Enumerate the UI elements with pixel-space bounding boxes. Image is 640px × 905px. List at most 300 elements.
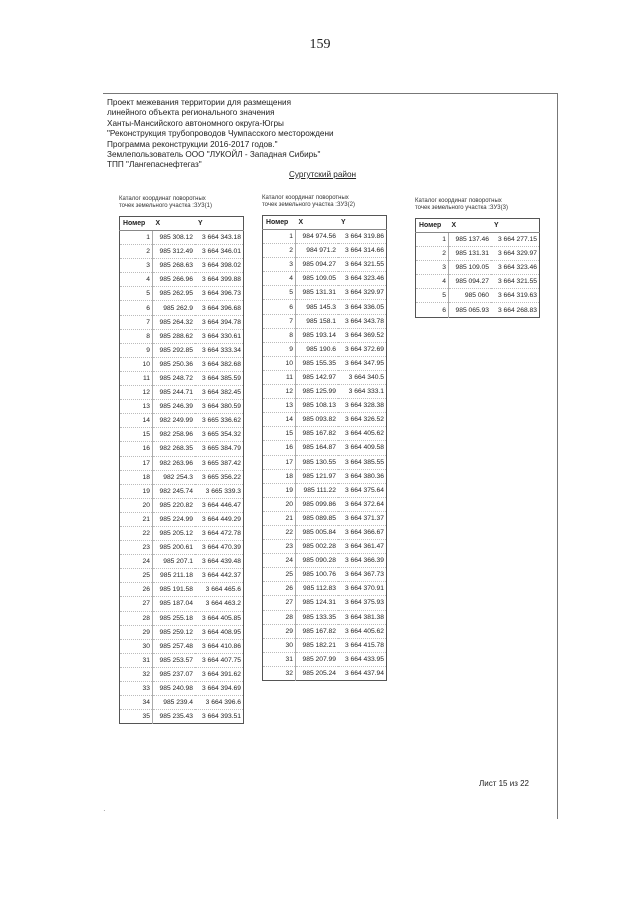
cell-x: 985 205.12 bbox=[153, 526, 196, 540]
cell-x: 985 100.76 bbox=[296, 568, 339, 582]
cell-y: 3 664 446.47 bbox=[195, 498, 244, 512]
cell-y: 3 664 385.59 bbox=[195, 371, 244, 385]
cell-y: 3 664 336.05 bbox=[338, 300, 387, 314]
cell-x: 985 191.58 bbox=[153, 583, 196, 597]
table-row bbox=[263, 666, 387, 680]
table-row bbox=[120, 231, 244, 245]
page-number: 159 bbox=[309, 37, 331, 52]
cell-number: 5 bbox=[120, 287, 153, 301]
table-row bbox=[263, 230, 387, 244]
cell-number: 22 bbox=[263, 525, 296, 539]
cell-x: 985 308.12 bbox=[153, 231, 196, 245]
cell-number: 25 bbox=[120, 569, 153, 583]
cell-y: 3 664 380.59 bbox=[195, 400, 244, 414]
cell-number: 2 bbox=[416, 247, 449, 261]
cell-y: 3 664 319.86 bbox=[338, 230, 387, 244]
frame-top-border bbox=[103, 93, 557, 94]
table-row bbox=[416, 261, 540, 275]
cell-y: 3 664 370.91 bbox=[338, 582, 387, 596]
header-line: линейного объекта регионального значения bbox=[107, 108, 275, 118]
cell-y: 3 664 319.63 bbox=[491, 289, 540, 303]
table-row bbox=[120, 442, 244, 456]
column-header-number: Номер bbox=[120, 217, 153, 231]
cell-x: 985 112.83 bbox=[296, 582, 339, 596]
cell-number: 30 bbox=[263, 638, 296, 652]
cell-y: 3 664 393.51 bbox=[195, 710, 244, 724]
table-row bbox=[263, 286, 387, 300]
cell-number: 8 bbox=[263, 328, 296, 342]
cell-y: 3 664 347.95 bbox=[338, 356, 387, 370]
cell-y: 3 664 405.85 bbox=[195, 611, 244, 625]
cell-y: 3 664 381.38 bbox=[338, 610, 387, 624]
cell-x: 985 094.27 bbox=[449, 275, 492, 289]
table-row bbox=[263, 652, 387, 666]
table-row bbox=[120, 653, 244, 667]
column-header-number: Номер bbox=[416, 219, 449, 233]
cell-x: 985 142.97 bbox=[296, 370, 339, 384]
table-row bbox=[120, 414, 244, 428]
cell-x: 982 263.96 bbox=[153, 456, 196, 470]
cell-x: 985 292.85 bbox=[153, 343, 196, 357]
cell-x: 985 094.27 bbox=[296, 258, 339, 272]
cell-x: 985 240.98 bbox=[153, 682, 196, 696]
table-row bbox=[263, 427, 387, 441]
cell-x: 985 200.61 bbox=[153, 541, 196, 555]
catalog-caption: Каталог координат поворотных точек земельного участка :ЗУ3(3) bbox=[415, 198, 508, 211]
cell-number: 21 bbox=[263, 511, 296, 525]
table-row bbox=[263, 624, 387, 638]
cell-number: 9 bbox=[120, 343, 153, 357]
cell-number: 23 bbox=[120, 541, 153, 555]
cell-number: 15 bbox=[120, 428, 153, 442]
cell-x: 985 131.31 bbox=[296, 286, 339, 300]
table-row bbox=[120, 343, 244, 357]
cell-y: 3 664 382.45 bbox=[195, 386, 244, 400]
cell-x: 985 005.84 bbox=[296, 525, 339, 539]
table-row bbox=[263, 399, 387, 413]
cell-number: 1 bbox=[120, 231, 153, 245]
cell-number: 5 bbox=[263, 286, 296, 300]
cell-y: 3 665 354.32 bbox=[195, 428, 244, 442]
header-line: Программа реконструкции 2016-2017 годов." bbox=[107, 139, 278, 149]
cell-x: 985 224.99 bbox=[153, 512, 196, 526]
cell-x: 985 266.96 bbox=[153, 273, 196, 287]
cell-y: 3 664 409.58 bbox=[338, 441, 387, 455]
coordinate-catalog-zu3-1 bbox=[119, 196, 244, 724]
cell-x: 984 971.2 bbox=[296, 244, 339, 258]
column-header-x: X bbox=[153, 217, 196, 231]
cell-y: 3 664 321.55 bbox=[491, 275, 540, 289]
table-row bbox=[120, 259, 244, 273]
cell-number: 10 bbox=[263, 356, 296, 370]
cell-y: 3 664 396.6 bbox=[195, 696, 244, 710]
table-row bbox=[120, 484, 244, 498]
cell-x: 985 121.97 bbox=[296, 469, 339, 483]
cell-x: 985 124.31 bbox=[296, 596, 339, 610]
cell-y: 3 664 396.73 bbox=[195, 287, 244, 301]
cell-y: 3 664 268.83 bbox=[491, 303, 540, 317]
cell-x: 985 145.3 bbox=[296, 300, 339, 314]
header-line: Проект межевания территории для размещения bbox=[107, 98, 291, 107]
cell-number: 29 bbox=[263, 624, 296, 638]
cell-y: 3 664 323.46 bbox=[338, 272, 387, 286]
cell-y: 3 664 405.62 bbox=[338, 624, 387, 638]
cell-x: 985 220.82 bbox=[153, 498, 196, 512]
cell-y: 3 664 326.52 bbox=[338, 413, 387, 427]
cell-number: 8 bbox=[120, 329, 153, 343]
cell-y: 3 664 407.75 bbox=[195, 653, 244, 667]
cell-number: 6 bbox=[416, 303, 449, 317]
cell-number: 26 bbox=[263, 582, 296, 596]
cell-number: 14 bbox=[263, 413, 296, 427]
table-row bbox=[120, 569, 244, 583]
table-row bbox=[120, 682, 244, 696]
cell-x: 982 245.74 bbox=[153, 484, 196, 498]
cell-x: 985 268.63 bbox=[153, 259, 196, 273]
table-row bbox=[120, 357, 244, 371]
table-row bbox=[263, 483, 387, 497]
cell-x: 982 268.35 bbox=[153, 442, 196, 456]
cell-number: 12 bbox=[120, 386, 153, 400]
cell-x: 985 167.82 bbox=[296, 624, 339, 638]
table-row bbox=[263, 610, 387, 624]
cell-x: 985 131.31 bbox=[449, 247, 492, 261]
cell-number: 11 bbox=[263, 370, 296, 384]
cell-y: 3 664 330.61 bbox=[195, 329, 244, 343]
cell-number: 16 bbox=[263, 441, 296, 455]
cell-number: 21 bbox=[120, 512, 153, 526]
cell-x: 985 244.71 bbox=[153, 386, 196, 400]
cell-x: 985 257.48 bbox=[153, 639, 196, 653]
table-row bbox=[416, 275, 540, 289]
cell-y: 3 664 439.48 bbox=[195, 555, 244, 569]
column-header-y: Y bbox=[195, 217, 244, 231]
table-row bbox=[263, 596, 387, 610]
cell-number: 5 bbox=[416, 289, 449, 303]
coordinates-table bbox=[119, 216, 244, 724]
cell-number: 18 bbox=[120, 470, 153, 484]
cell-y: 3 664 340.5 bbox=[338, 370, 387, 384]
cell-x: 985 065.93 bbox=[449, 303, 492, 317]
cell-number: 27 bbox=[263, 596, 296, 610]
table-row bbox=[263, 582, 387, 596]
table-row bbox=[120, 329, 244, 343]
cell-number: 20 bbox=[263, 497, 296, 511]
cell-number: 12 bbox=[263, 385, 296, 399]
cell-x: 985 288.62 bbox=[153, 329, 196, 343]
table-row bbox=[263, 568, 387, 582]
cell-number: 13 bbox=[263, 399, 296, 413]
cell-number: 9 bbox=[263, 342, 296, 356]
table-row bbox=[120, 287, 244, 301]
cell-x: 985 211.18 bbox=[153, 569, 196, 583]
cell-number: 13 bbox=[120, 400, 153, 414]
frame-corner-mark: · bbox=[103, 806, 106, 815]
header-line: ТПП "Лангепаснефтегаз" bbox=[107, 160, 202, 170]
cell-x: 985 262.9 bbox=[153, 301, 196, 315]
column-header-y: Y bbox=[491, 219, 540, 233]
cell-number: 1 bbox=[416, 233, 449, 247]
cell-y: 3 664 346.01 bbox=[195, 245, 244, 259]
table-row bbox=[120, 386, 244, 400]
cell-x: 985 111.22 bbox=[296, 483, 339, 497]
table-row bbox=[263, 300, 387, 314]
cell-number: 31 bbox=[120, 653, 153, 667]
cell-x: 985 262.95 bbox=[153, 287, 196, 301]
table-row bbox=[120, 541, 244, 555]
cell-y: 3 664 366.67 bbox=[338, 525, 387, 539]
cell-number: 20 bbox=[120, 498, 153, 512]
cell-x: 985 255.18 bbox=[153, 611, 196, 625]
table-row bbox=[416, 233, 540, 247]
cell-x: 985 130.55 bbox=[296, 455, 339, 469]
table-row bbox=[263, 385, 387, 399]
cell-number: 34 bbox=[120, 696, 153, 710]
cell-number: 10 bbox=[120, 357, 153, 371]
cell-x: 985 167.82 bbox=[296, 427, 339, 441]
cell-y: 3 664 321.55 bbox=[338, 258, 387, 272]
cell-number: 14 bbox=[120, 414, 153, 428]
table-row bbox=[263, 638, 387, 652]
table-row bbox=[263, 441, 387, 455]
coordinates-table bbox=[415, 218, 540, 318]
cell-y: 3 664 361.47 bbox=[338, 540, 387, 554]
cell-y: 3 664 366.39 bbox=[338, 554, 387, 568]
cell-x: 985 060 bbox=[449, 289, 492, 303]
cell-x: 985 312.49 bbox=[153, 245, 196, 259]
cell-y: 3 664 329.97 bbox=[491, 247, 540, 261]
cell-y: 3 664 380.36 bbox=[338, 469, 387, 483]
table-row bbox=[263, 554, 387, 568]
cell-number: 16 bbox=[120, 442, 153, 456]
cell-x: 985 193.14 bbox=[296, 328, 339, 342]
cell-y: 3 664 396.68 bbox=[195, 301, 244, 315]
cell-y: 3 665 339.3 bbox=[195, 484, 244, 498]
table-row bbox=[263, 497, 387, 511]
cell-y: 3 664 343.18 bbox=[195, 231, 244, 245]
table-row bbox=[120, 639, 244, 653]
table-row bbox=[120, 583, 244, 597]
cell-number: 19 bbox=[263, 483, 296, 497]
cell-number: 26 bbox=[120, 583, 153, 597]
cell-y: 3 665 384.79 bbox=[195, 442, 244, 456]
cell-x: 985 207.99 bbox=[296, 652, 339, 666]
cell-y: 3 664 369.52 bbox=[338, 328, 387, 342]
cell-number: 27 bbox=[120, 597, 153, 611]
cell-number: 6 bbox=[120, 301, 153, 315]
table-row bbox=[120, 470, 244, 484]
cell-number: 7 bbox=[120, 315, 153, 329]
table-row bbox=[263, 342, 387, 356]
coordinates-table bbox=[262, 215, 387, 681]
cell-number: 4 bbox=[120, 273, 153, 287]
column-header-y: Y bbox=[338, 216, 387, 230]
cell-x: 985 250.36 bbox=[153, 357, 196, 371]
cell-y: 3 664 323.46 bbox=[491, 261, 540, 275]
cell-x: 985 190.6 bbox=[296, 342, 339, 356]
catalog-caption: Каталог координат поворотных точек земельного участка :ЗУ3(2) bbox=[262, 195, 355, 208]
cell-number: 28 bbox=[120, 611, 153, 625]
cell-x: 985 253.57 bbox=[153, 653, 196, 667]
cell-number: 3 bbox=[120, 259, 153, 273]
cell-number: 35 bbox=[120, 710, 153, 724]
table-row bbox=[120, 301, 244, 315]
cell-x: 985 259.12 bbox=[153, 625, 196, 639]
cell-y: 3 664 449.29 bbox=[195, 512, 244, 526]
table-row bbox=[120, 498, 244, 512]
table-row bbox=[120, 456, 244, 470]
cell-x: 982 249.99 bbox=[153, 414, 196, 428]
cell-number: 19 bbox=[120, 484, 153, 498]
cell-y: 3 664 463.2 bbox=[195, 597, 244, 611]
table-row bbox=[120, 273, 244, 287]
cell-x: 985 109.05 bbox=[449, 261, 492, 275]
cell-y: 3 664 433.95 bbox=[338, 652, 387, 666]
cell-x: 985 164.87 bbox=[296, 441, 339, 455]
cell-y: 3 664 277.15 bbox=[491, 233, 540, 247]
cell-y: 3 664 385.55 bbox=[338, 455, 387, 469]
table-row bbox=[263, 455, 387, 469]
table-row bbox=[120, 611, 244, 625]
cell-y: 3 664 405.62 bbox=[338, 427, 387, 441]
cell-number: 6 bbox=[263, 300, 296, 314]
cell-y: 3 664 314.66 bbox=[338, 244, 387, 258]
cell-x: 985 089.85 bbox=[296, 511, 339, 525]
cell-y: 3 664 437.94 bbox=[338, 666, 387, 680]
cell-y: 3 664 329.97 bbox=[338, 286, 387, 300]
cell-y: 3 664 399.88 bbox=[195, 273, 244, 287]
table-row bbox=[263, 511, 387, 525]
table-row bbox=[416, 289, 540, 303]
cell-x: 985 264.32 bbox=[153, 315, 196, 329]
cell-x: 985 002.28 bbox=[296, 540, 339, 554]
catalog-caption: Каталог координат поворотных точек земельного участка :ЗУ3(1) bbox=[119, 196, 212, 209]
cell-number: 1 bbox=[263, 230, 296, 244]
frame-right-border bbox=[557, 93, 558, 819]
cell-y: 3 664 367.73 bbox=[338, 568, 387, 582]
cell-y: 3 664 372.64 bbox=[338, 497, 387, 511]
column-header-number: Номер bbox=[263, 216, 296, 230]
cell-number: 28 bbox=[263, 610, 296, 624]
cell-y: 3 664 415.78 bbox=[338, 638, 387, 652]
column-header-x: X bbox=[296, 216, 339, 230]
cell-y: 3 664 394.78 bbox=[195, 315, 244, 329]
cell-number: 3 bbox=[416, 261, 449, 275]
coordinate-catalog-zu3-2 bbox=[262, 195, 387, 681]
cell-y: 3 664 372.69 bbox=[338, 342, 387, 356]
sheet-number: Лист 15 из 22 bbox=[479, 779, 529, 788]
cell-y: 3 664 333.34 bbox=[195, 343, 244, 357]
table-row bbox=[263, 413, 387, 427]
table-row bbox=[263, 314, 387, 328]
cell-x: 985 182.21 bbox=[296, 638, 339, 652]
cell-number: 29 bbox=[120, 625, 153, 639]
cell-number: 24 bbox=[120, 555, 153, 569]
cell-x: 985 246.39 bbox=[153, 400, 196, 414]
table-row bbox=[263, 258, 387, 272]
cell-y: 3 664 333.1 bbox=[338, 385, 387, 399]
cell-x: 985 093.82 bbox=[296, 413, 339, 427]
cell-number: 17 bbox=[120, 456, 153, 470]
cell-x: 985 137.46 bbox=[449, 233, 492, 247]
cell-x: 985 248.72 bbox=[153, 371, 196, 385]
cell-y: 3 665 336.62 bbox=[195, 414, 244, 428]
table-row bbox=[120, 245, 244, 259]
cell-number: 4 bbox=[416, 275, 449, 289]
cell-y: 3 664 328.38 bbox=[338, 399, 387, 413]
table-row bbox=[120, 667, 244, 681]
table-row bbox=[416, 247, 540, 261]
table-row bbox=[263, 469, 387, 483]
cell-number: 30 bbox=[120, 639, 153, 653]
cell-x: 985 109.05 bbox=[296, 272, 339, 286]
cell-y: 3 664 442.37 bbox=[195, 569, 244, 583]
table-row bbox=[263, 328, 387, 342]
cell-x: 985 207.1 bbox=[153, 555, 196, 569]
table-row bbox=[120, 625, 244, 639]
coordinate-catalog-zu3-3 bbox=[415, 198, 540, 318]
cell-y: 3 664 343.78 bbox=[338, 314, 387, 328]
table-row bbox=[263, 244, 387, 258]
table-row bbox=[263, 540, 387, 554]
cell-x: 985 205.24 bbox=[296, 666, 339, 680]
cell-y: 3 664 375.93 bbox=[338, 596, 387, 610]
cell-x: 985 237.07 bbox=[153, 667, 196, 681]
cell-x: 985 090.28 bbox=[296, 554, 339, 568]
table-row bbox=[263, 525, 387, 539]
cell-number: 3 bbox=[263, 258, 296, 272]
table-row bbox=[120, 710, 244, 724]
table-row bbox=[120, 696, 244, 710]
cell-number: 32 bbox=[120, 667, 153, 681]
cell-y: 3 664 408.95 bbox=[195, 625, 244, 639]
cell-number: 18 bbox=[263, 469, 296, 483]
cell-y: 3 664 394.69 bbox=[195, 682, 244, 696]
cell-number: 17 bbox=[263, 455, 296, 469]
cell-x: 985 125.99 bbox=[296, 385, 339, 399]
cell-y: 3 664 371.37 bbox=[338, 511, 387, 525]
district-title: Сургутский район bbox=[289, 170, 357, 179]
cell-x: 985 158.1 bbox=[296, 314, 339, 328]
cell-x: 984 974.56 bbox=[296, 230, 339, 244]
cell-x: 985 239.4 bbox=[153, 696, 196, 710]
table-row bbox=[120, 526, 244, 540]
table-row bbox=[416, 303, 540, 317]
cell-y: 3 664 472.78 bbox=[195, 526, 244, 540]
cell-number: 24 bbox=[263, 554, 296, 568]
cell-number: 2 bbox=[120, 245, 153, 259]
cell-y: 3 664 398.02 bbox=[195, 259, 244, 273]
cell-number: 23 bbox=[263, 540, 296, 554]
cell-y: 3 664 470.39 bbox=[195, 541, 244, 555]
header-line: Землепользователь ООО "ЛУКОЙЛ - Западная Сибирь" bbox=[107, 150, 321, 160]
column-header-x: X bbox=[449, 219, 492, 233]
cell-number: 15 bbox=[263, 427, 296, 441]
cell-number: 25 bbox=[263, 568, 296, 582]
table-row bbox=[263, 356, 387, 370]
cell-x: 985 108.13 bbox=[296, 399, 339, 413]
cell-number: 4 bbox=[263, 272, 296, 286]
cell-number: 11 bbox=[120, 371, 153, 385]
table-row bbox=[120, 555, 244, 569]
cell-number: 2 bbox=[263, 244, 296, 258]
cell-y: 3 664 375.64 bbox=[338, 483, 387, 497]
table-row bbox=[263, 370, 387, 384]
cell-number: 31 bbox=[263, 652, 296, 666]
cell-x: 985 235.43 bbox=[153, 710, 196, 724]
table-row bbox=[120, 315, 244, 329]
cell-x: 985 099.86 bbox=[296, 497, 339, 511]
